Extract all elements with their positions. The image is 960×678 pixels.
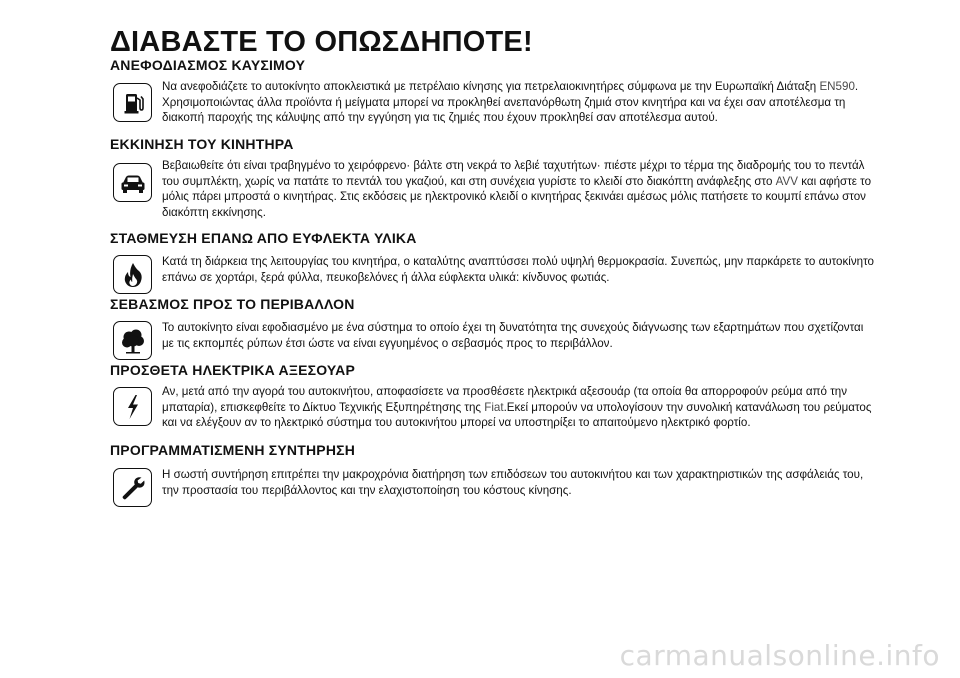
fuel-pump-icon <box>113 83 152 122</box>
standard-code: EN590 <box>819 80 855 93</box>
section-text-flammable-parking: Κατά τη διάρκεια της λειτουργίας του κινητήρα, ο καταλύτης αναπτύσσει πολύ υψηλή θερμοκρασία. Συνεπώς, μην παρκάρετε το αυτοκίνητο επάνω σε χορτάρι, ξερά φύλλα, πευκοβελόνες ή άλλα εύφλεκτα υλικά: κίνδυνος φωτιάς. <box>162 255 874 284</box>
section-heading-flammable-parking: ΣΤΑΘΜΕΥΣΗ ΕΠΑΝΩ ΑΠΟ ΕΥΦΛΕΚΤΑ ΥΛΙΚΑ <box>110 230 417 246</box>
section-text-maintenance: Η σωστή συντήρηση επιτρέπει την μακροχρόνια διατήρηση των επιδόσεων του αυτοκινήτου και των χαρακτηριστικών της ασφάλειάς του, την προστασία του περιβάλλοντος και την ελαχιστοποίηση του κόστους κίνησης. <box>162 468 864 497</box>
page-title: ΔΙΑΒΑΣΤΕ ΤΟ ΟΠΩΣΔΗΠΟΤΕ! <box>110 26 533 58</box>
tree-icon <box>113 321 152 360</box>
car-icon <box>113 163 152 202</box>
section-heading-fuel: ΑΝΕΦΟΔΙΑΣΜΟΣ ΚΑΥΣΙΜΟΥ <box>110 57 306 73</box>
lightning-icon <box>113 387 152 426</box>
section-heading-maintenance: ΠΡΟΓΡΑΜΜΑΤΙΣΜΕΝΗ ΣΥΝΤΗΡΗΣΗ <box>110 442 356 458</box>
brand-name: Fiat <box>484 400 504 414</box>
fire-icon <box>113 255 152 294</box>
watermark: carmanualsonline.info <box>619 639 940 672</box>
ignition-position: AVV <box>775 174 798 188</box>
section-heading-engine-start: ΕΚΚΙΝΗΣΗ ΤΟΥ ΚΙΝΗΤΗΡΑ <box>110 136 294 152</box>
wrench-icon <box>113 468 152 507</box>
section-text-environment: Το αυτοκίνητο είναι εφοδιασμένο με ένα σύστημα το οποίο έχει τη δυνατότητα της συνεχούς διάγνωσης των εξαρτημάτων που σχετίζονται με τις εκπομπές ρύπων έτσι ώστε να είναι εγγυημένος ο σεβασμός προς το περιβάλλον. <box>162 321 864 350</box>
section-heading-electrical-accessories: ΠΡΟΣΘΕΤΑ ΗΛΕΚΤΡΙΚΑ ΑΞΕΣΟΥΑΡ <box>110 362 356 378</box>
section-text-engine-start: Βεβαιωθείτε ότι είναι τραβηγμένο το χειρόφρενο· βάλτε στη νεκρά το λεβιέ ταχυτήτων· πιέστε μέχρι το τέρμα της διαδρομής του το πεντάλ του συμπλέκτη, χωρίς να πατάτε το πεντάλ του γκαζιού, και στη συνέχεια γυρίστε το κλειδί στο διακόπτη ανάφλεξης στο AVV και αφήστε το μόλις πάρει μπροστά ο κινητήρας. Στις εκδόσεις με ηλεκτρονικό κλειδί ο κινητήρας ξεκινάει αμέσως μόλις πατήσετε το κουμπί επάνω στον διακόπτη εκκίνησης. <box>162 159 872 219</box>
section-text-fuel: Να ανεφοδιάζετε το αυτοκίνητο αποκλειστικά με πετρέλαιο κίνησης για πετρελαιοκινητήρες σύμφωνα με την Ευρωπαϊκή Διάταξη EN590. Χρησιμοποιώντας άλλα προϊόντα ή μείγματα μπορεί να προκληθεί ανεπανόρθωτη ζημιά στον κινητήρα και να έχει σαν αποτέλεσμα τη διακοπή παροχής της κάλυψης από την εγγύηση για τις ζημιές που έχουν προκληθεί σαν αποτέλεσμα αυτού. <box>162 80 859 124</box>
section-text-electrical-accessories: Αν, μετά από την αγορά του αυτοκινήτου, αποφασίσετε να προσθέσετε ηλεκτρικά αξεσουάρ (τα οποία θα απορροφούν ρεύμα από την μπαταρία), επισκεφθείτε το Δίκτυο Τεχνικής Εξυπηρέτησης της Fiat.Εκεί μπορούν να υπολογίσουν την συνολική κατανάλωση του ρεύματος και να ελέγξουν αν το ηλεκτρικό σύστημα του αυτοκινήτου μπορεί να υποστηρίξει το απαιτούμενο ηλεκτρικό φορτίο. <box>162 385 872 429</box>
section-heading-environment: ΣΕΒΑΣΜΟΣ ΠΡΟΣ ΤΟ ΠΕΡΙΒΑΛΛΟΝ <box>110 296 355 312</box>
